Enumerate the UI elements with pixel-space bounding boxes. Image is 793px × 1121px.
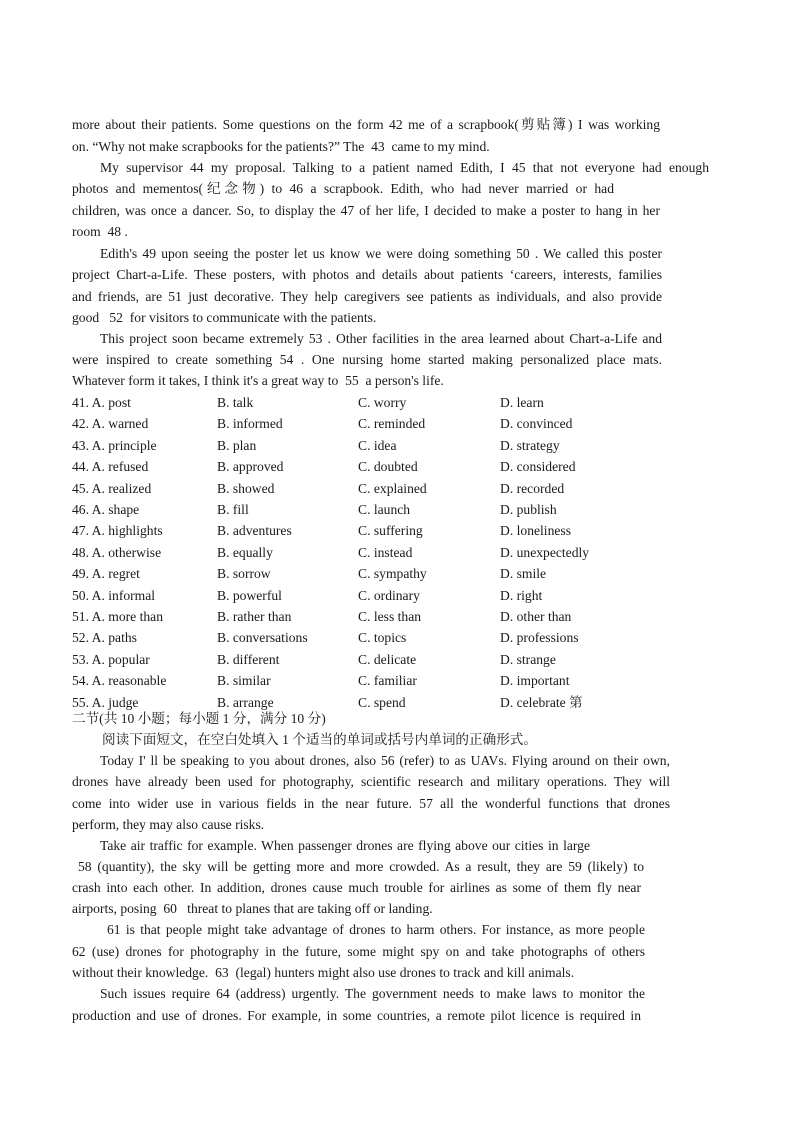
option-d: D. learn — [500, 395, 544, 410]
option-b: B. adventures — [217, 523, 292, 539]
option-c: C. reminded — [358, 416, 426, 432]
option-b: B. talk — [217, 395, 254, 410]
option-b: B. equally — [217, 544, 273, 560]
section2-line: drones have already been used for photography, scientific research and military operations. They will — [72, 774, 670, 789]
option-c: C. instead — [358, 544, 413, 560]
question-option-a: 50. A. informal — [72, 587, 156, 603]
passage-line: project Chart-a-Life. These posters, with photos and details about patients ‘careers, interests, families — [72, 267, 662, 282]
option-d: D. strategy — [500, 437, 560, 453]
option-c: C. ordinary — [358, 587, 420, 603]
option-b: B. rather than — [217, 609, 292, 624]
question-option-a: 48. A. otherwise — [72, 544, 162, 560]
passage-line: good 52 for visitors to communicate with the patients. — [72, 310, 377, 325]
option-b: B. plan — [217, 437, 257, 453]
question-option-a: 41. A. post — [72, 395, 131, 410]
option-d: D. other than — [500, 609, 572, 624]
passage-line: more about their patients. Some questions on the form 42 me of a scrapbook(剪贴簿) I was working — [72, 117, 660, 132]
option-d: D. smile — [500, 566, 547, 582]
option-b: B. approved — [217, 459, 284, 475]
section2-line: Such issues require 64 (address) urgently. The government needs to make laws to monitor the — [100, 986, 645, 1001]
question-option-a: 53. A. popular — [72, 651, 150, 667]
option-c: C. less than — [358, 609, 422, 624]
section2-line: airports, posing 60 threat to planes that are taking off or landing. — [72, 901, 433, 916]
option-d: D. publish — [500, 502, 557, 517]
section2-line: crash into each other. In addition, drones cause much trouble for airlines as some of them fly near — [72, 880, 641, 895]
question-option-a: 47. A. highlights — [72, 523, 163, 539]
option-b: B. arrange — [217, 694, 274, 710]
option-d: D. recorded — [500, 480, 565, 496]
section2-line: production and use of drones. For example, in some countries, a remote pilot licence is required in — [72, 1008, 641, 1023]
section2-line: 二节(共 10 小题；每小题 1 分，满分 10 分) — [72, 711, 326, 726]
question-option-a: 44. A. refused — [72, 459, 149, 475]
section2-line: 61 is that people might take advantage of drones to harm others. For instance, as more people — [107, 922, 645, 937]
option-c: C. familiar — [358, 673, 417, 689]
option-c: C. launch — [358, 502, 411, 517]
question-option-a: 43. A. principle — [72, 437, 157, 453]
option-b: B. sorrow — [217, 566, 271, 582]
question-option-a: 52. A. paths — [72, 630, 137, 646]
passage-line: and friends, are 51 just decorative. They help caregivers see patients as individuals, and also provide — [72, 289, 662, 304]
option-c: C. explained — [358, 480, 427, 496]
section2-line: 62 (use) drones for photography in the future, some might spy on and take photographs of others — [72, 944, 645, 959]
option-d: D. right — [500, 587, 543, 603]
option-c: C. doubted — [358, 459, 418, 475]
option-d: D. celebrate 第 — [500, 694, 583, 710]
option-d: D. unexpectedly — [500, 544, 590, 560]
option-d: D. professions — [500, 630, 579, 646]
question-option-a: 45. A. realized — [72, 480, 152, 496]
section2-line: perform, they may also cause risks. — [72, 817, 265, 832]
section2-line: 58 (quantity), the sky will be getting more and more crowded. As a result, they are 59 (likely) to — [78, 859, 644, 874]
section2-line: without their knowledge. 63 (legal) hunters might also use drones to track and kill animals. — [72, 965, 575, 980]
passage-line: on. “Why not make scrapbooks for the patients?” The 43 came to my mind. — [72, 139, 490, 154]
question-option-a: 55. A. judge — [72, 694, 139, 710]
question-option-a: 42. A. warned — [72, 416, 149, 432]
option-c: C. topics — [358, 630, 407, 646]
option-d: D. convinced — [500, 416, 573, 432]
passage-line: My supervisor 44 my proposal. Talking to a patient named Edith, I 45 that not everyone had enough — [100, 160, 709, 175]
section2-line: 阅读下面短文，在空白处填入 1 个适当的单词或括号内单词的正确形式。 — [102, 732, 537, 747]
passage-line: photos and mementos(纪念物) to 46 a scrapbook. Edith, who had never married or had — [72, 181, 614, 196]
section2-line: Today I' ll be speaking to you about drones, also 56 (refer) to as UAVs. Flying around on their own, — [100, 753, 670, 768]
option-b: B. showed — [217, 480, 275, 496]
option-b: B. fill — [217, 502, 249, 517]
option-d: D. important — [500, 673, 570, 689]
question-option-a: 49. A. regret — [72, 566, 140, 582]
passage-line: children, was once a dancer. So, to display the 47 of her life, I decided to make a poster to hang in her — [72, 203, 660, 218]
question-option-a: 51. A. more than — [72, 609, 163, 624]
passage-line: room 48 . — [72, 224, 128, 239]
passage-line: were inspired to create something 54 . One nursing home started making personalized place mats. — [72, 352, 662, 367]
option-b: B. informed — [217, 416, 283, 432]
option-b: B. powerful — [217, 587, 282, 603]
question-option-a: 54. A. reasonable — [72, 673, 167, 689]
option-c: C. suffering — [358, 523, 423, 539]
section2-line: come into wider use in various fields in the near future. 57 all the wonderful functions that drones — [72, 796, 670, 811]
question-option-a: 46. A. shape — [72, 502, 140, 517]
option-c: C. worry — [358, 395, 407, 410]
option-c: C. spend — [358, 694, 406, 710]
option-b: B. similar — [217, 673, 271, 689]
passage-line: Edith's 49 upon seeing the poster let us know we were doing something 50 . We called this poster — [100, 246, 662, 261]
option-b: B. conversations — [217, 630, 308, 646]
section2-line: Take air traffic for example. When passenger drones are flying above our cities in large — [100, 838, 590, 853]
option-d: D. strange — [500, 651, 556, 667]
passage-line: Whatever form it takes, I think it's a great way to 55 a person's life. — [72, 373, 444, 388]
option-d: D. considered — [500, 459, 576, 475]
option-b: B. different — [217, 651, 280, 667]
passage-line: This project soon became extremely 53 . Other facilities in the area learned about Chart-a-Life and — [100, 331, 662, 346]
option-c: C. delicate — [358, 651, 417, 667]
option-c: C. sympathy — [358, 566, 427, 582]
option-c: C. idea — [358, 437, 397, 453]
option-d: D. loneliness — [500, 523, 571, 539]
